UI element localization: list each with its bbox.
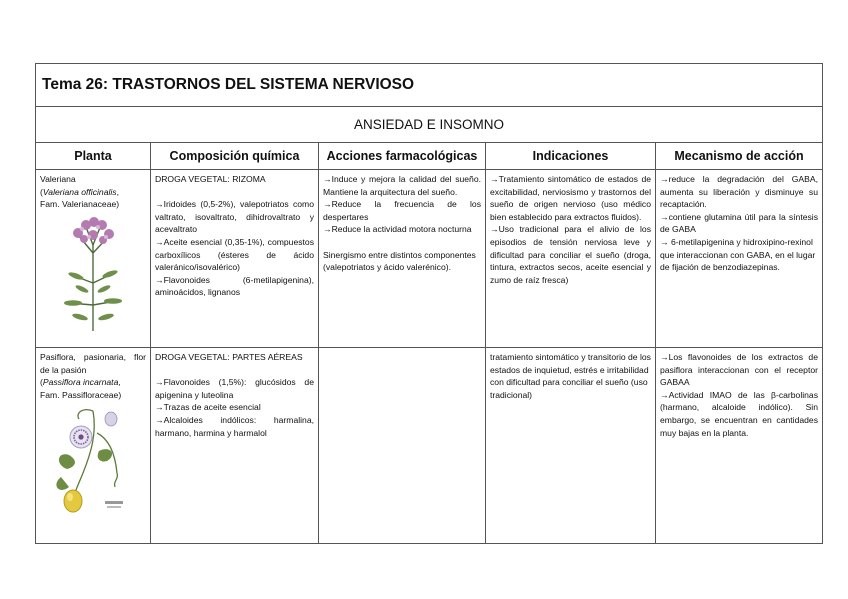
action-line: →Reduce la actividad motora nocturna [323,224,472,235]
table-header-row [36,143,823,170]
composition-line: →Aceite esencial (0,35-1%), compuestos carboxílicos (ésteres de ácido valeránico/isovalérico) [155,236,314,273]
composition-line: →Alcaloides indólicos: harmalina, harmano, harmina y harmalol [155,414,314,438]
actions-cell [319,348,486,544]
composition-line: →Trazas de aceite esencial [155,402,261,413]
section-subtitle: ANSIEDAD E INSOMNO [36,107,823,143]
plant-scientific-name: Passiflora incarnata [42,377,119,388]
plant-scientific-name: Valeriana officinalis [42,186,117,197]
indication-line: →Tratamiento sintomático de estados de excitabilidad, nerviosismo y trastornos del sueño de origen nervioso (uso médico bien establecido para extractos fluidos). [490,174,651,222]
plant-name: Valeriana [40,174,76,184]
mechanism-cell [656,348,823,544]
composition-line: →Flavonoides (1,5%): glucósidos de apigenina y luteolina [155,377,314,400]
mechanism-cell [656,170,823,348]
column-header-composition: Composición química [151,143,319,170]
mechanism-line: →reduce la degradación del GABA, aumenta su liberación y disminuye su recaptación. [660,174,818,210]
plant-cell: Valeriana (Valeriana officinalis, Fam. Valerianaceae) [36,170,151,348]
column-header-actions: Acciones farmacológicas [319,143,486,170]
plant-family: Fam. Valerianaceae [40,199,117,210]
composition-line: →Iridoides (0,5-2%), valepotriatos como valtrato, isovaltrato, dihidrovaltrato y acevaltrato [155,199,314,235]
table-row [36,348,823,544]
plant-name: Pasiflora, pasionaria, flor de la pasión [40,352,146,375]
composition-cell [151,348,319,544]
document-title: Tema 26: TRASTORNOS DEL SISTEMA NERVIOSO [36,64,823,107]
valerian-illustration [58,213,128,333]
plant-family: Fam. Passifloraceae [40,389,119,400]
plant-cell: Pasiflora, pasionaria, flor de la pasión (Passiflora incarnata, Fam. Passifloraceae) [36,348,151,544]
mechanism-line: → 6-metilapigenina y hidroxipino-rexinol que interaccionan con GABA, en el lugar de fijación de benzodiazepinas. [660,236,816,273]
indications-cell [486,348,656,544]
column-header-indications: Indicaciones [486,143,656,170]
action-line: →Reduce la frecuencia de los despertares [323,199,481,222]
table-row [36,170,823,348]
composition-cell [151,170,319,348]
column-header-mechanism: Mecanismo de acción [656,143,823,170]
composition-line: DROGA VEGETAL: RIZOMA [155,174,266,184]
actions-cell [319,170,486,348]
column-header-plant: Planta [36,143,151,170]
passionflower-illustration [53,403,133,513]
composition-line: DROGA VEGETAL: PARTES AÉREAS [155,352,303,362]
indication-line: →Uso tradicional para el alivio de los episodios de tensión nerviosa leve y dificultad para conciliar el sueño (droga, tintura, extractos secos, aceite esencial y zumo de raíz fresca) [490,224,651,285]
mechanism-line: →Actividad IMAO de las β-carbolinas (harmano, alcaloide indólico). Sin embargo, se encuentran en cantidades muy bajas en la planta. [660,389,818,438]
action-line: →Induce y mejora la calidad del sueño. Mantiene la arquitectura del sueño. [323,174,481,197]
mechanism-line: →contiene glutamina útil para la síntesis de GABA [660,211,818,235]
plants-table [35,63,823,544]
indication-line: tratamiento sintomático y transitorio de los estados de inquietud, estrés e irritabilidad con dificultad para conciliar el sueño (uso tradicional) [490,352,651,400]
indications-cell [486,170,656,348]
composition-line: →Flavonoides (6-metilapigenina), aminoácidos, lignanos [155,274,314,298]
action-line: Sinergismo entre distintos componentes (valepotriatos y ácido valerénico). [323,249,476,273]
mechanism-line: →Los flavonoides de los extractos de pasiflora interaccionan con el receptor GABAA [660,352,818,388]
document-page [35,63,822,544]
